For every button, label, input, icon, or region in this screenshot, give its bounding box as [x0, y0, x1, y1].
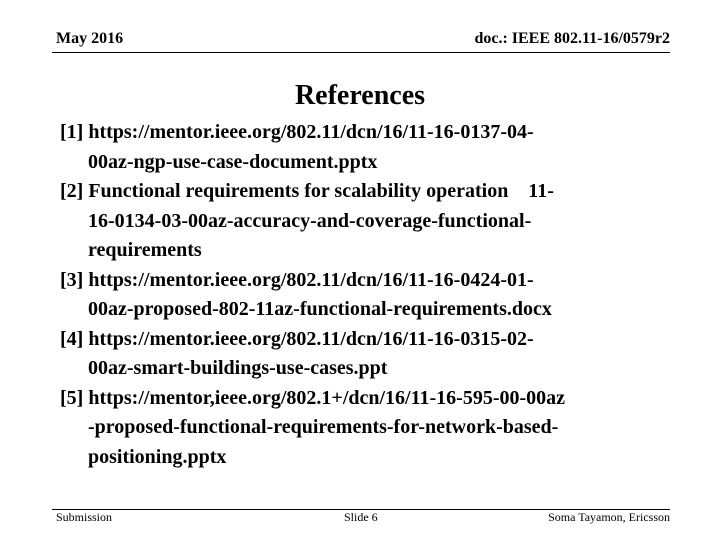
page-title: References [294, 80, 426, 111]
reference-line: 00az-proposed-802-11az-functional-requirements.docx [88, 298, 552, 320]
reference-line: [5] https://mentor,ieee.org/802.1+/dcn/16/11-16-595-00-00az [60, 386, 566, 409]
reference-line: -proposed-functional-requirements-for-network-based- [88, 416, 559, 438]
reference-item [60, 325, 678, 384]
header-divider [52, 52, 670, 53]
footer-author: Soma Tayamon, Ericsson [548, 510, 670, 524]
reference-item [60, 118, 678, 177]
reference-line: 16-0134-03-00az-accuracy-and-coverage-functional- [88, 209, 532, 232]
reference-line: requirements [88, 239, 202, 261]
reference-line: 00az-smart-buildings-use-cases.ppt [88, 357, 388, 379]
reference-list [60, 118, 678, 472]
footer-slide-number: Slide 6 [344, 510, 378, 524]
reference-line: [2] Functional requirements for scalability operation 11- [60, 180, 554, 202]
reference-line: [1] https://mentor.ieee.org/802.11/dcn/16/11-16-0137-04- [60, 121, 534, 143]
footer-submission: Submission [56, 510, 113, 524]
reference-line: 00az-ngp-use-case-document.pptx [88, 150, 378, 173]
reference-line: positioning.pptx [88, 445, 227, 468]
reference-item [60, 177, 678, 266]
reference-item [60, 266, 678, 325]
header-doc-id: doc.: IEEE 802.11-16/0579r2 [474, 30, 670, 47]
header-date: May 2016 [56, 30, 124, 47]
reference-line: [3] https://mentor.ieee.org/802.11/dcn/16/11-16-0424-01- [60, 268, 534, 291]
reference-item [60, 384, 678, 473]
reference-line: [4] https://mentor.ieee.org/802.11/dcn/16/11-16-0315-02- [60, 327, 534, 350]
